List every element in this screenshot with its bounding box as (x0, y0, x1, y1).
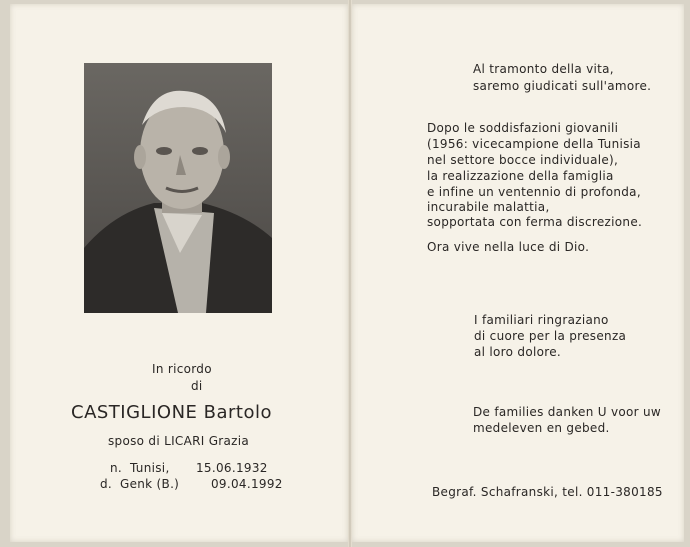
card-fold (348, 0, 352, 547)
portrait-photo (84, 63, 272, 313)
peace-line: Ora vive nella luce di Dio. (427, 240, 590, 254)
thanks-line: I familiari ringraziano (474, 313, 609, 327)
in-memory-line2: di (191, 379, 203, 393)
bio-line: Dopo le soddisfazioni giovanili (427, 121, 619, 135)
bio-line: e infine un ventennio di profonda, (427, 185, 641, 199)
thanks-line: al loro dolore. (474, 345, 562, 359)
spouse-line: sposo di LICARI Grazia (108, 434, 250, 448)
in-memory-line1: In ricordo (152, 362, 212, 376)
bio-line: incurabile malattia, (427, 200, 550, 214)
death-place: Genk (B.) (120, 477, 180, 491)
death-date: 09.04.1992 (211, 477, 283, 491)
deceased-name (71, 402, 272, 423)
birth-label: n. (110, 461, 123, 475)
quote-line2: saremo giudicati sull'amore. (473, 79, 652, 93)
quote-line1: Al tramonto della vita, (473, 62, 614, 76)
dutch-line: medeleven en gebed. (473, 421, 610, 435)
bio-line: sopportata con ferma discrezione. (427, 215, 643, 229)
bio-line: nel settore bocce individuale), (427, 153, 619, 167)
undertaker-line: Begraf. Schafranski, tel. 011-380185 (432, 485, 663, 499)
thanks-line: di cuore per la presenza (474, 329, 627, 343)
birth-place: Tunisi, (130, 461, 170, 475)
surname: CASTIGLIONE (71, 402, 198, 423)
birth-date: 15.06.1932 (196, 461, 268, 475)
bio-line: la realizzazione della famiglia (427, 169, 614, 183)
death-label: d. (100, 477, 113, 491)
dutch-line: De families danken U voor uw (473, 405, 662, 419)
first-name: Bartolo (203, 402, 273, 423)
bio-line: (1956: vicecampione della Tunisia (427, 137, 641, 151)
